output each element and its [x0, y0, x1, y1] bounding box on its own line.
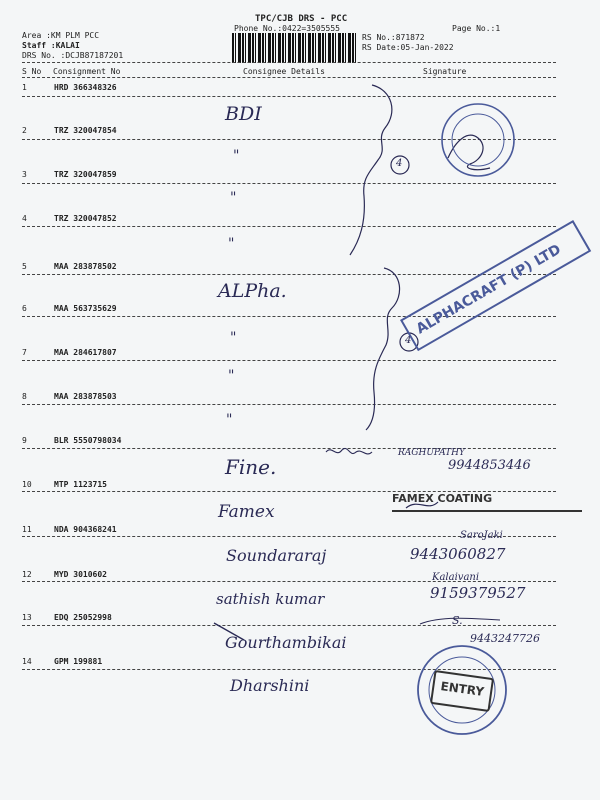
famex-stamp: [392, 490, 582, 512]
row-consignment: BLR 5550798034: [54, 436, 122, 445]
handwritten-consignee: Gourthambikai: [225, 633, 347, 652]
row-sno: 4: [22, 214, 27, 223]
row-consignment: MAA 284617807: [54, 348, 117, 357]
row-sno: 8: [22, 392, 27, 401]
row-sno: 13: [22, 613, 32, 622]
row-consignment: HRD 366348326: [54, 83, 117, 92]
handwritten-ditto: ": [228, 236, 235, 252]
page-number: Page No.:1: [452, 24, 501, 33]
signature-phone: 9443247726: [470, 632, 540, 645]
rs-number: RS No.:871872: [362, 33, 425, 42]
row-consignment: EDQ 25052998: [54, 613, 112, 622]
rs-date: RS Date:05-Jan-2022: [362, 43, 454, 52]
staff-label: Staff :KALAI: [22, 41, 80, 50]
signature-phone: 9159379527: [430, 584, 526, 602]
circled-number: 4: [396, 158, 403, 169]
signature-phone: 9443060827: [410, 545, 506, 563]
row-sno: 11: [22, 525, 32, 534]
row-consignment: MAA 563735629: [54, 304, 117, 313]
signature-name: RAGHUPATHY: [398, 448, 465, 458]
handwritten-consignee: Fine.: [225, 455, 277, 479]
row-sno: 6: [22, 304, 27, 313]
row-sno: 10: [22, 480, 32, 489]
row-consignment: TRZ 320047859: [54, 170, 117, 179]
handwritten-consignee: BDI: [225, 103, 262, 125]
handwritten-ditto: ": [226, 412, 233, 428]
row-sno: 1: [22, 83, 27, 92]
signature-name: S.: [452, 614, 463, 627]
signature-name: SaroJaki: [460, 530, 503, 541]
sheet-title: TPC/CJB DRS - PCC: [255, 14, 348, 24]
row-consignment: MAA 283878502: [54, 262, 117, 271]
row-sno: 5: [22, 262, 27, 271]
handwritten-consignee: ALPha.: [218, 280, 287, 302]
entry-stamp-text: ENTRY: [439, 679, 485, 699]
row-consignment: MAA 283878503: [54, 392, 117, 401]
handwritten-ditto: ": [233, 148, 240, 164]
row-sno: 3: [22, 170, 27, 179]
row-consignment: MTP 1123715: [54, 480, 107, 489]
row-consignment: MYD 3010602: [54, 570, 107, 579]
row-sno: 14: [22, 657, 32, 666]
row-sno: 12: [22, 570, 32, 579]
alphacraft-stamp-text: ALPHACRAFT (P) LTD: [413, 241, 564, 338]
phone-number: Phone No.:0422=3505555: [234, 24, 340, 33]
circled-number: 4: [405, 335, 412, 346]
famex-stamp-text: FAMEX COATING: [392, 492, 493, 505]
handwritten-ditto: ": [230, 190, 237, 206]
signature-name: Kalaivani: [432, 572, 480, 583]
col-signature: Signature: [423, 67, 467, 76]
row-sno: 2: [22, 126, 27, 135]
row-sno: 9: [22, 436, 27, 445]
area-label: Area :KM PLM PCC: [22, 31, 100, 40]
row-consignment: NDA 904368241: [54, 525, 117, 534]
row-consignment: TRZ 320047854: [54, 126, 117, 135]
row-consignment: TRZ 320047852: [54, 214, 117, 223]
col-consignment: Consignment No: [53, 67, 121, 76]
drs-number: DRS No. :DCJB87187201: [22, 51, 124, 60]
handwritten-consignee: Dharshini: [230, 676, 310, 695]
handwritten-consignee: Famex: [218, 502, 275, 522]
handwritten-consignee: Soundararaj: [226, 546, 327, 565]
handwritten-consignee: sathish kumar: [216, 590, 325, 608]
row-sno: 7: [22, 348, 27, 357]
row-consignment: GPM 199881: [54, 657, 103, 666]
col-consignee: Consignee Details: [243, 67, 325, 76]
col-sno: S No: [22, 67, 42, 76]
signature-phone: 9944853446: [448, 458, 531, 473]
handwritten-ditto: ": [228, 368, 235, 384]
handwritten-ditto: ": [230, 330, 237, 346]
